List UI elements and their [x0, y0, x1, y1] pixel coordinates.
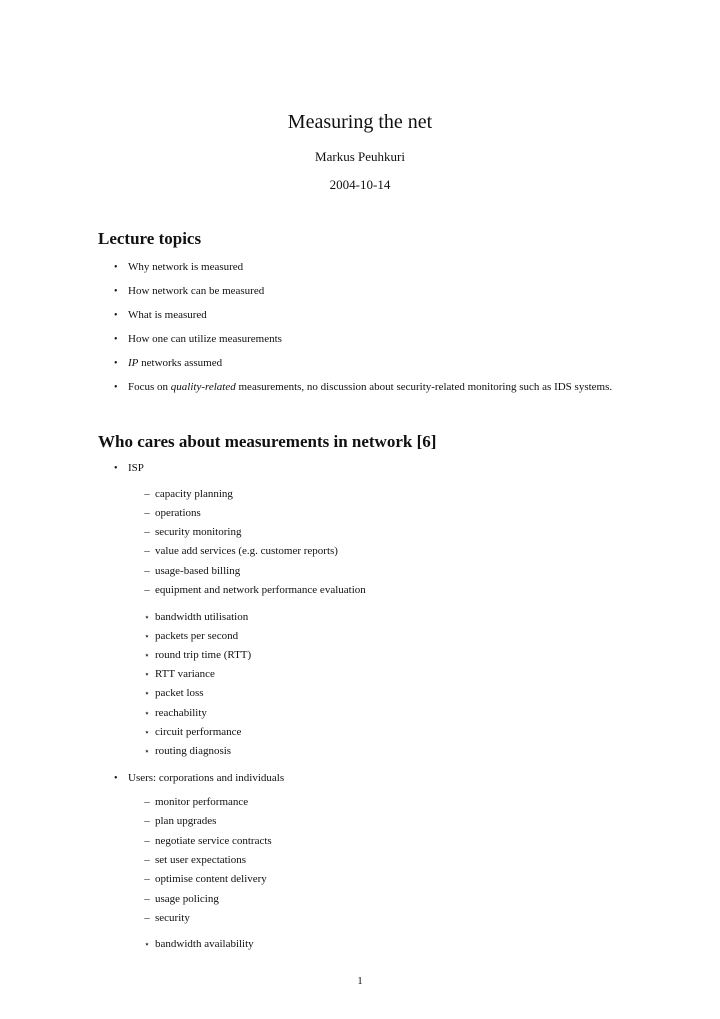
- sub-list-item: [142, 911, 190, 926]
- sub-list-item: [142, 872, 267, 887]
- dash-marker: –: [144, 488, 150, 500]
- dash-marker: –: [144, 912, 150, 924]
- dash-marker: –: [144, 815, 150, 827]
- star-marker: ⋆: [144, 650, 150, 660]
- bullet-marker: •: [114, 310, 118, 321]
- sub-list-item-text: usage-based billing: [155, 565, 241, 577]
- dash-marker: –: [144, 565, 150, 577]
- bullet-marker: •: [114, 382, 118, 393]
- list-item: [114, 308, 614, 323]
- bullet-marker: •: [114, 463, 118, 474]
- star-marker: ⋆: [144, 631, 150, 641]
- star-marker: ⋆: [144, 746, 150, 756]
- sub-list-item-text: routing diagnosis: [155, 745, 232, 757]
- sub-list-item: [142, 525, 241, 540]
- ip-emphasis: IP: [128, 357, 139, 369]
- dash-marker: –: [144, 584, 150, 596]
- bullet-marker: •: [114, 334, 118, 345]
- star-marker: ⋆: [144, 688, 150, 698]
- sub-list-item: [142, 686, 204, 701]
- sub-list-item-text: plan upgrades: [155, 815, 217, 827]
- sub-list-item-text: value add services (e.g. customer reports): [155, 545, 338, 557]
- bullet-marker: •: [114, 358, 118, 369]
- dash-marker: –: [144, 507, 150, 519]
- list-item-text: How one can utilize measurements: [128, 333, 282, 345]
- sub-list-item: [142, 648, 251, 663]
- sub-list-item-text: set user expectations: [155, 854, 247, 866]
- section-heading-who-cares: Who cares about measurements in network [6]: [98, 432, 437, 451]
- list-item: [114, 380, 614, 395]
- sub-list-item-text: security: [155, 912, 190, 924]
- sub-list-item: [142, 629, 238, 644]
- ip-rest-text: networks assumed: [138, 357, 223, 369]
- page-number: 1: [357, 975, 363, 987]
- list-item: [114, 332, 614, 347]
- sub-list-item: [142, 544, 338, 559]
- bullet-marker: •: [114, 773, 118, 784]
- sub-list-item-text: monitor performance: [155, 796, 249, 808]
- sub-list-item: [142, 814, 216, 829]
- dash-marker: –: [144, 873, 150, 885]
- sub-list-item-text: equipment and network performance evaluation: [155, 584, 366, 596]
- sub-list-item-text: operations: [155, 507, 201, 519]
- sub-list-item-text: bandwidth availability: [155, 938, 254, 950]
- sub-list-item: [142, 937, 254, 952]
- sub-list-item-text: capacity planning: [155, 488, 233, 500]
- sub-list-item: [142, 610, 248, 625]
- star-marker: ⋆: [144, 612, 150, 622]
- list-item-text: [128, 380, 614, 395]
- focus-post-text: measurements, no discussion about security-related monitoring such as IDS systems.: [235, 381, 613, 393]
- list-item: [114, 260, 614, 275]
- sub-list-item: [142, 487, 233, 502]
- list-item-text: [128, 356, 614, 371]
- sub-list-item: [142, 795, 248, 810]
- sub-list-item-text: bandwidth utilisation: [155, 611, 249, 623]
- star-marker: ⋆: [144, 727, 150, 737]
- sub-list-item: [142, 725, 241, 740]
- document-author: Markus Peuhkuri: [315, 149, 405, 164]
- list-item-users: [114, 771, 614, 786]
- list-item-isp: [114, 461, 614, 476]
- dash-marker: –: [144, 545, 150, 557]
- list-item-text: Users: corporations and individuals: [128, 772, 285, 784]
- sub-list-item-text: packets per second: [155, 630, 239, 642]
- sub-list-item: [142, 506, 201, 521]
- sub-list-item-text: negotiate service contracts: [155, 835, 272, 847]
- bullet-marker: •: [114, 262, 118, 273]
- sub-list-item-text: circuit performance: [155, 726, 242, 738]
- list-item-text: What is measured: [128, 309, 207, 321]
- star-marker: ⋆: [144, 669, 150, 679]
- list-item-text: How network can be measured: [128, 285, 265, 297]
- dash-marker: –: [144, 854, 150, 866]
- focus-pre-text: Focus on: [128, 381, 171, 393]
- sub-list-item: [142, 853, 246, 868]
- sub-list-item: [142, 892, 219, 907]
- sub-list-item: [142, 564, 240, 579]
- sub-list-item: [142, 667, 215, 682]
- sub-list-item-text: usage policing: [155, 893, 219, 905]
- dash-marker: –: [144, 526, 150, 538]
- sub-list-item-text: optimise content delivery: [155, 873, 267, 885]
- sub-list-item-text: RTT variance: [155, 668, 215, 680]
- quality-related-emphasis: quality-related: [170, 381, 236, 393]
- section-heading-lecture-topics: Lecture topics: [98, 229, 202, 248]
- sub-list-item: [142, 706, 207, 721]
- bullet-marker: •: [114, 286, 118, 297]
- list-item: [114, 356, 614, 371]
- list-item: [114, 284, 614, 299]
- dash-marker: –: [144, 893, 150, 905]
- document-date: 2004-10-14: [329, 177, 391, 192]
- sub-list-item: [142, 583, 366, 598]
- sub-list-item-text: security monitoring: [155, 526, 242, 538]
- sub-list-item-text: packet loss: [155, 687, 204, 699]
- dash-marker: –: [144, 835, 150, 847]
- sub-list-item-text: reachability: [155, 707, 207, 719]
- dash-marker: –: [144, 796, 150, 808]
- list-item-text: Why network is measured: [128, 261, 244, 273]
- sub-list-item: [142, 834, 272, 849]
- list-item-text: ISP: [128, 462, 144, 474]
- sub-list-item-text: round trip time (RTT): [155, 649, 252, 661]
- sub-list-item: [142, 744, 231, 759]
- star-marker: ⋆: [144, 939, 150, 949]
- star-marker: ⋆: [144, 708, 150, 718]
- document-title: Measuring the net: [287, 111, 433, 133]
